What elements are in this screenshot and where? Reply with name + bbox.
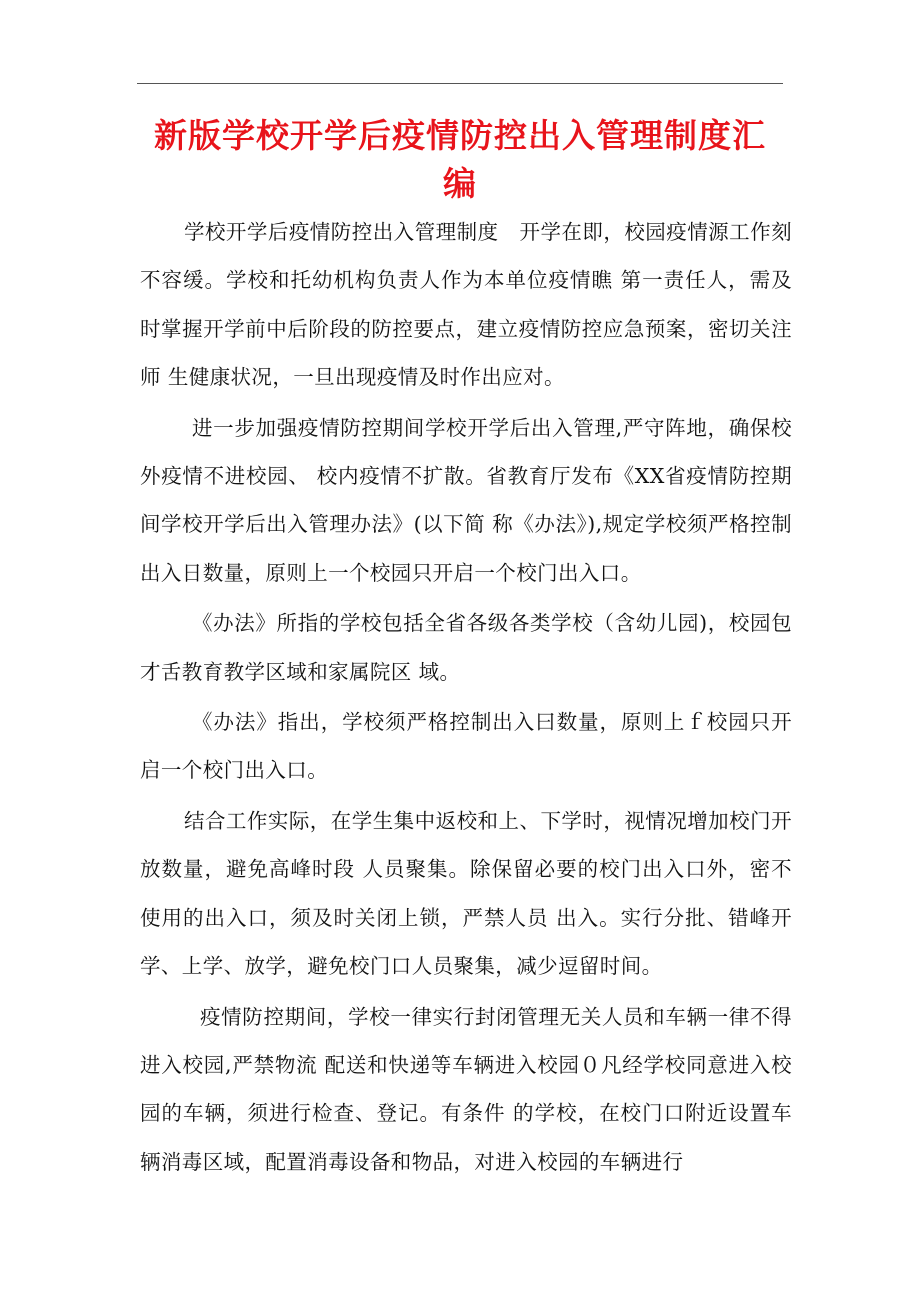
paragraph-5: 结合工作实际，在学生集中返校和上、下学时，视情况增加校门开放数量，避免高峰时段 人员聚集。除保留必要的校门出入口外，密不使用的出入口，须及时关闭上锁，严禁人员 出入。实行分批、错峰开学、上学、放学，避免校门口人员聚集，减少逗留时间。 bbox=[140, 808, 792, 979]
paragraph-2: 进一步加强疫情防控期间学校开学后出入管理,严守阵地，确保校外疫情不进校园、 校内疫情不扩散。省教育厅发布《XX省疫情防控期间学校开学后出入管理办法》(以下简 称《办法》),规定学校须严格控制出入日数量，原则上一个校园只开启一个校门出入口。 bbox=[140, 415, 792, 585]
header-rule bbox=[137, 83, 783, 84]
paragraph-3: 《办法》所指的学校包括全省各级各类学校（含幼儿园)，校园包才舌教育教学区域和家属院区 域。 bbox=[140, 611, 792, 684]
paragraph-1: 学校开学后疫情防控出入管理制度 开学在即，校园疫情源工作刻不容缓。学校和托幼机构负责人作为本单位疫情瞧 第一责任人，需及时掌握开学前中后阶段的防控要点，建立疫情防控应急预案，密切关注师 生健康状况，一旦出现疫情及时作出应对。 bbox=[140, 220, 792, 390]
paragraph-6: 疫情防控期间，学校一律实行封闭管理无关人员和车辆一律不得进入校园,严禁物流 配送和快递等车辆进入校园０凡经学校同意进入校园的车辆，须进行检查、登记。有条件 的学校，在校门口附近设置车辆消毒区域，配置消毒设备和物品，对进入校园的车辆进行 bbox=[140, 1004, 792, 1174]
document-body bbox=[140, 208, 792, 1188]
paragraph-4: 《办法》指出，学校须严格控制出入曰数量，原则上ｆ校园只开启一个校门出入口。 bbox=[140, 710, 792, 783]
document-title: 新版学校开学后疫情防控出入管理制度汇编 bbox=[154, 116, 766, 203]
